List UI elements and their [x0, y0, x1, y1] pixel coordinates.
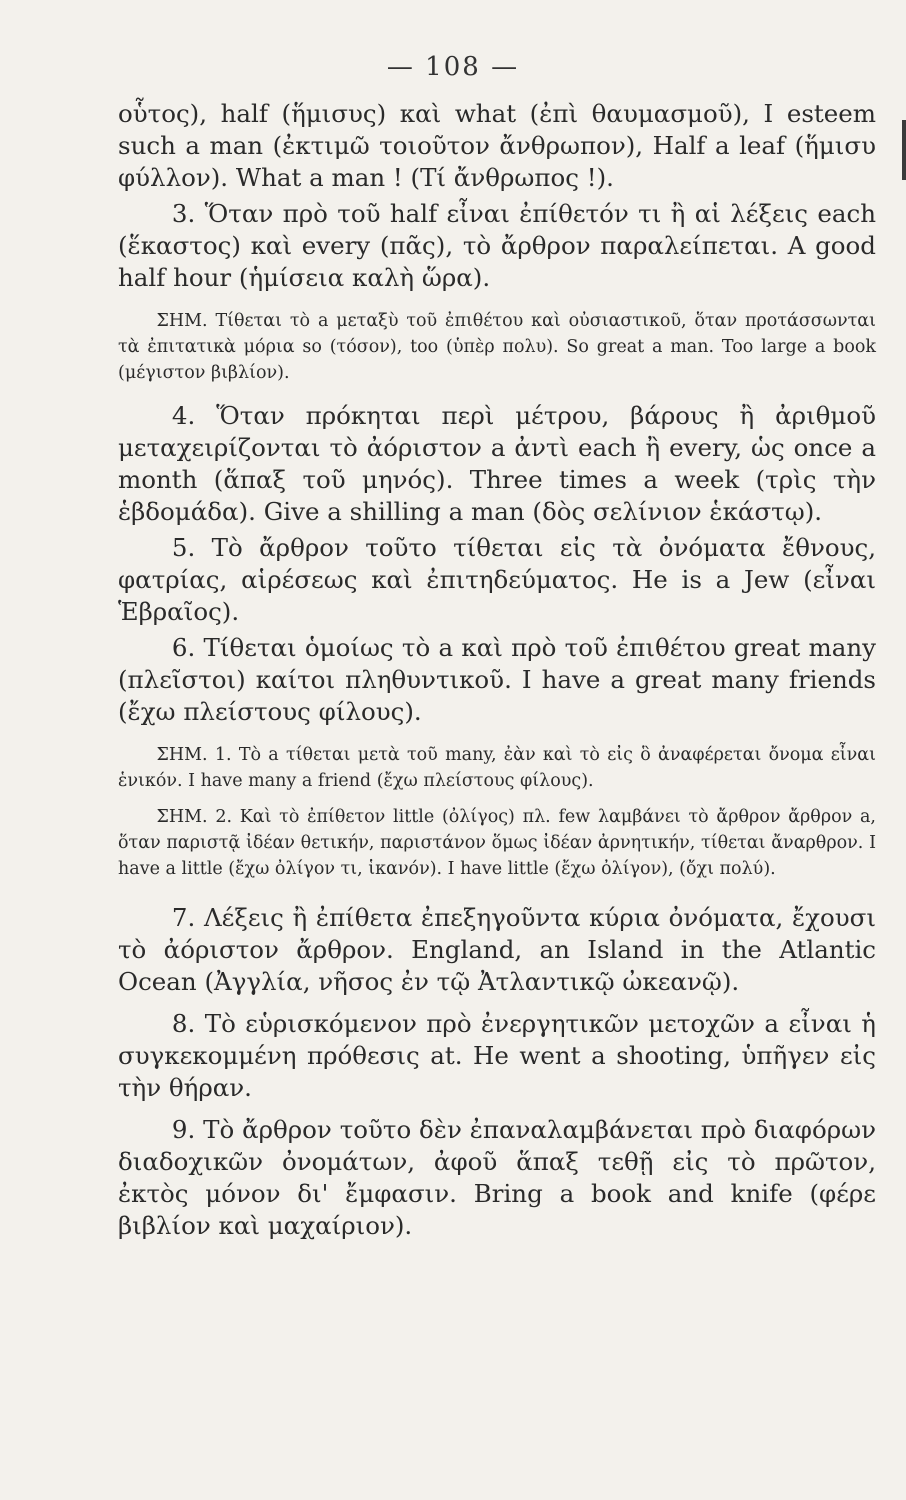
page-edge-mark: [902, 120, 906, 180]
paragraph-rule-5: 5. Τὸ ἄρθρον τοῦτο τίθεται εἰς τὰ ὀνόματα ἔθνους, φατρίας, αἱρέσεως καὶ ἐπιτηδεύματος. He is a Jew (εἶναι Ἑβραῖος).: [118, 533, 876, 626]
paragraph-rule-9: 9. Τὸ ἄρθρον τοῦτο δὲν ἐπαναλαμβάνεται πρὸ διαφόρων διαδοχικῶν ὀνομάτων, ἀφοῦ ἅπαξ τεθῇ εἰς τὸ πρῶτον, ἐκτὸς μόνον δι' ἔμφασιν. Bring a book and knife (φέρε βιβλίον καὶ μαχαίριον).: [118, 1115, 876, 1240]
paragraph-rule-8: 8. Τὸ εὑρισκόμενον πρὸ ἐνεργητικῶν μετοχῶν a εἶναι ἡ συγκεκομμένη πρόθεσις at. He went a shooting, ὑπῆγεν εἰς τὴν θήραν.: [118, 1009, 876, 1102]
note-1-rule-6: ΣΗΜ. 1. Τὸ a τίθεται μετὰ τοῦ many, ἐὰν καὶ τὸ εἰς ὃ ἀναφέρεται ὄνομα εἶναι ἑνικόν. I have many a friend (ἔχω πλείστους φίλους).: [118, 745, 876, 791]
page-body: [118, 98, 876, 1242]
note-2-rule-6: ΣΗΜ. 2. Καὶ τὸ ἐπίθετον little (ὀλίγος) πλ. few λαμβάνει τὸ ἄρθρον ἄρθρον a, ὅταν παριστᾷ ἰδέαν θετικήν, παριστάνον ὅμως ἰδέαν ἀρνητικήν, τίθεται ἄναρθρον. I have a little (ἔχω ὀλίγον τι, ἱκανόν). I have little (ἔχω ὀλίγον), (ὄχι πολύ).: [118, 807, 876, 879]
paragraph-rule-3: 3. Ὅταν πρὸ τοῦ half εἶναι ἐπίθετόν τι ἢ αἱ λέξεις each (ἕκαστος) καὶ every (πᾶς), τὸ ἄρθρον παραλείπεται. A good half hour (ἡμίσεια καλὴ ὥρα).: [118, 199, 876, 292]
paragraph-rule-4: 4. Ὅταν πρόκηται περὶ μέτρου, βάρους ἢ ἀριθμοῦ μεταχειρίζονται τὸ ἀόριστον a ἀντὶ each ἢ every, ὡς once a month (ἅπαξ τοῦ μηνός). Three times a week (τρὶς τὴν ἑβδομάδα). Give a shilling a man (δὸς σελίνιον ἑκάστῳ).: [118, 401, 876, 526]
page-number: — 108 —: [386, 52, 520, 82]
paragraph-rule-7: 7. Λέξεις ἢ ἐπίθετα ἐπεξηγοῦντα κύρια ὀνόματα, ἔχουσι τὸ ἀόριστον ἄρθρον. England, an Island in the Atlantic Ocean (Ἀγγλία, νῆσος ἐν τῷ Ἀτλαντικῷ ὠκεανῷ).: [118, 903, 876, 996]
note-rule-3: ΣΗΜ. Τίθεται τὸ a μεταξὺ τοῦ ἐπιθέτου καὶ οὐσιαστικοῦ, ὅταν προτάσσωνται τὰ ἐπιτατικὰ μόρια so (τόσον), too (ὑπὲρ πολυ). So great a man. Too large a book (μέγιστον βιβλίον).: [118, 311, 876, 383]
paragraph-continuation: οὗτος), half (ἥμισυς) καὶ what (ἐπὶ θαυμασμοῦ), I esteem such a man (ἐκτιμῶ τοιοῦτον ἄνθρωπον), Half a leaf (ἥμισυ φύλλον). What a man ! (Τί ἄνθρωπος !).: [118, 99, 876, 192]
paragraph-rule-6: 6. Τίθεται ὁμοίως τὸ a καὶ πρὸ τοῦ ἐπιθέτου great many (πλεῖστοι) καίτοι πληθυντικοῦ. I have a great many friends (ἔχω πλείστους φίλους).: [118, 633, 876, 726]
